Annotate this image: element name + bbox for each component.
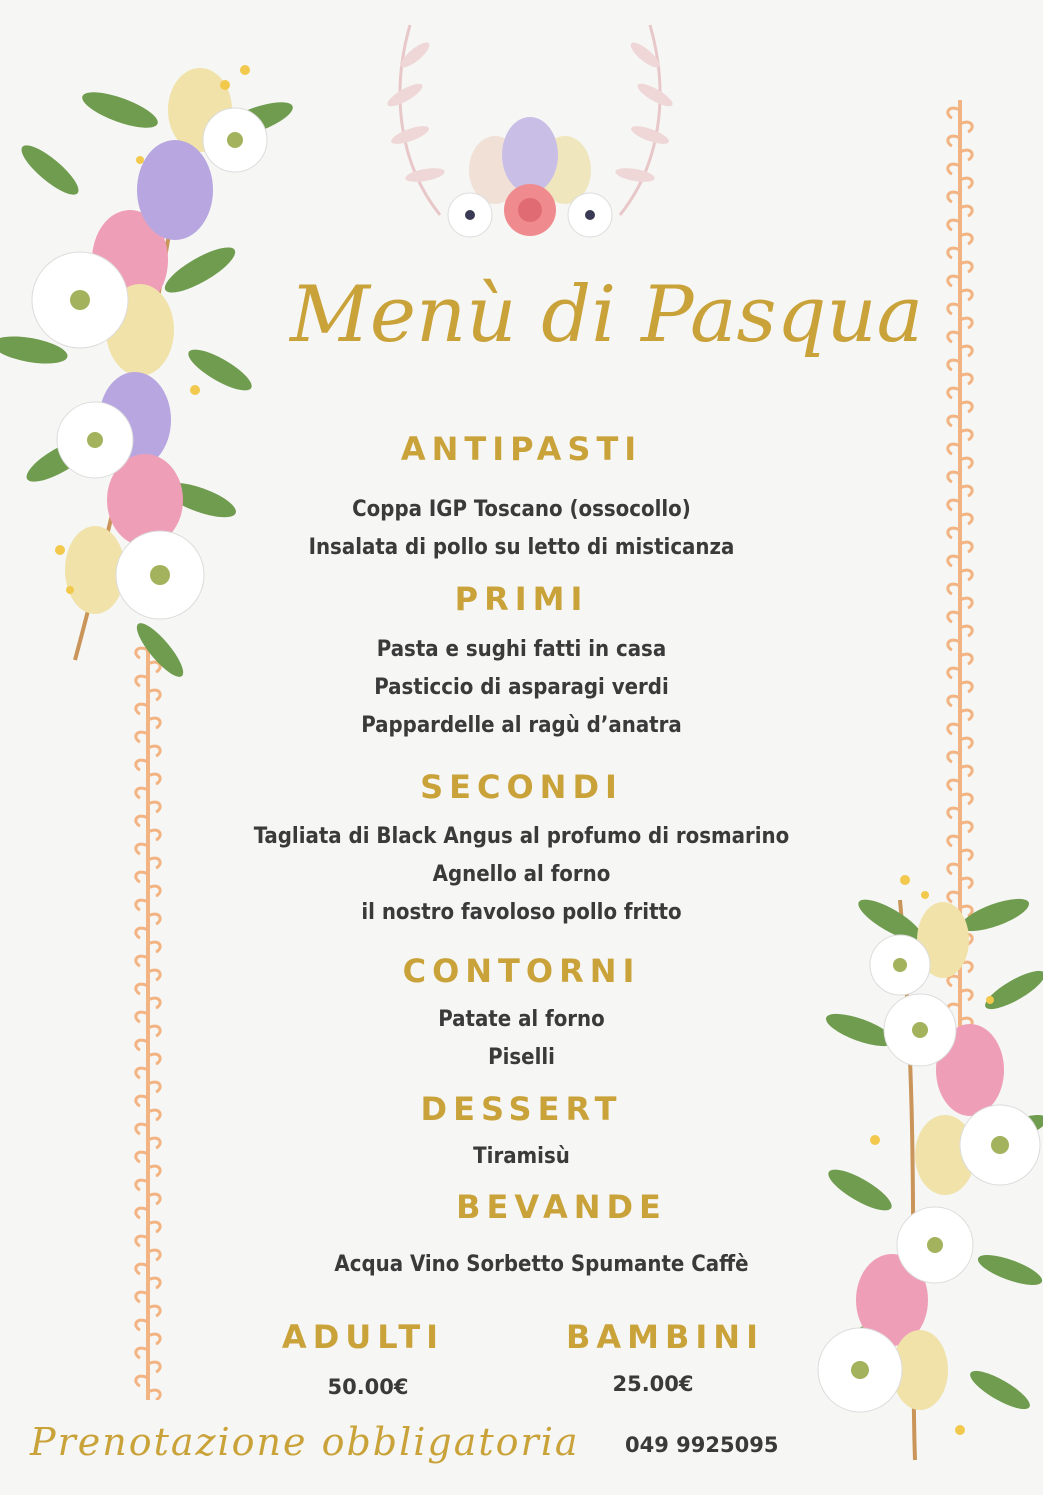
menu-item: Agnello al forno — [432, 862, 611, 887]
menu-item: Acqua Vino Sorbetto Spumante Caffè — [334, 1252, 749, 1277]
adults-label: ADULTI — [281, 1318, 445, 1356]
menu-item: Insalata di pollo su letto di misticanza — [308, 535, 735, 560]
section-heading: PRIMI — [454, 580, 589, 618]
menu-item: Tiramisù — [473, 1144, 570, 1169]
menu-item: Patate al forno — [438, 1007, 605, 1032]
menu-item: Piselli — [488, 1045, 555, 1070]
adults-price: 50.00€ — [327, 1375, 409, 1399]
menu-item: Tagliata di Black Angus al profumo di rosmarino — [253, 824, 790, 849]
menu-item: Pasticcio di asparagi verdi — [374, 675, 669, 700]
menu-item: Pappardelle al ragù d’anatra — [361, 713, 682, 738]
reservation-note: Prenotazione obbligatoria — [30, 1420, 580, 1464]
phone-number: 049 9925095 — [625, 1433, 779, 1457]
children-label: BAMBINI — [566, 1318, 764, 1356]
section-heading: DESSERT — [420, 1090, 623, 1128]
menu-title: Menù di Pasqua — [290, 270, 924, 360]
section-heading: CONTORNI — [402, 952, 641, 990]
section-heading: BEVANDE — [456, 1188, 667, 1226]
section-heading: ANTIPASTI — [400, 430, 643, 468]
wreath-eggs-ornament — [370, 15, 690, 255]
menu-item: Pasta e sughi fatti in casa — [376, 637, 667, 662]
menu-item: il nostro favoloso pollo fritto — [361, 900, 682, 925]
children-price: 25.00€ — [612, 1372, 694, 1396]
section-heading: SECONDI — [420, 768, 623, 806]
menu-item: Coppa IGP Toscano (ossocollo) — [352, 497, 691, 522]
